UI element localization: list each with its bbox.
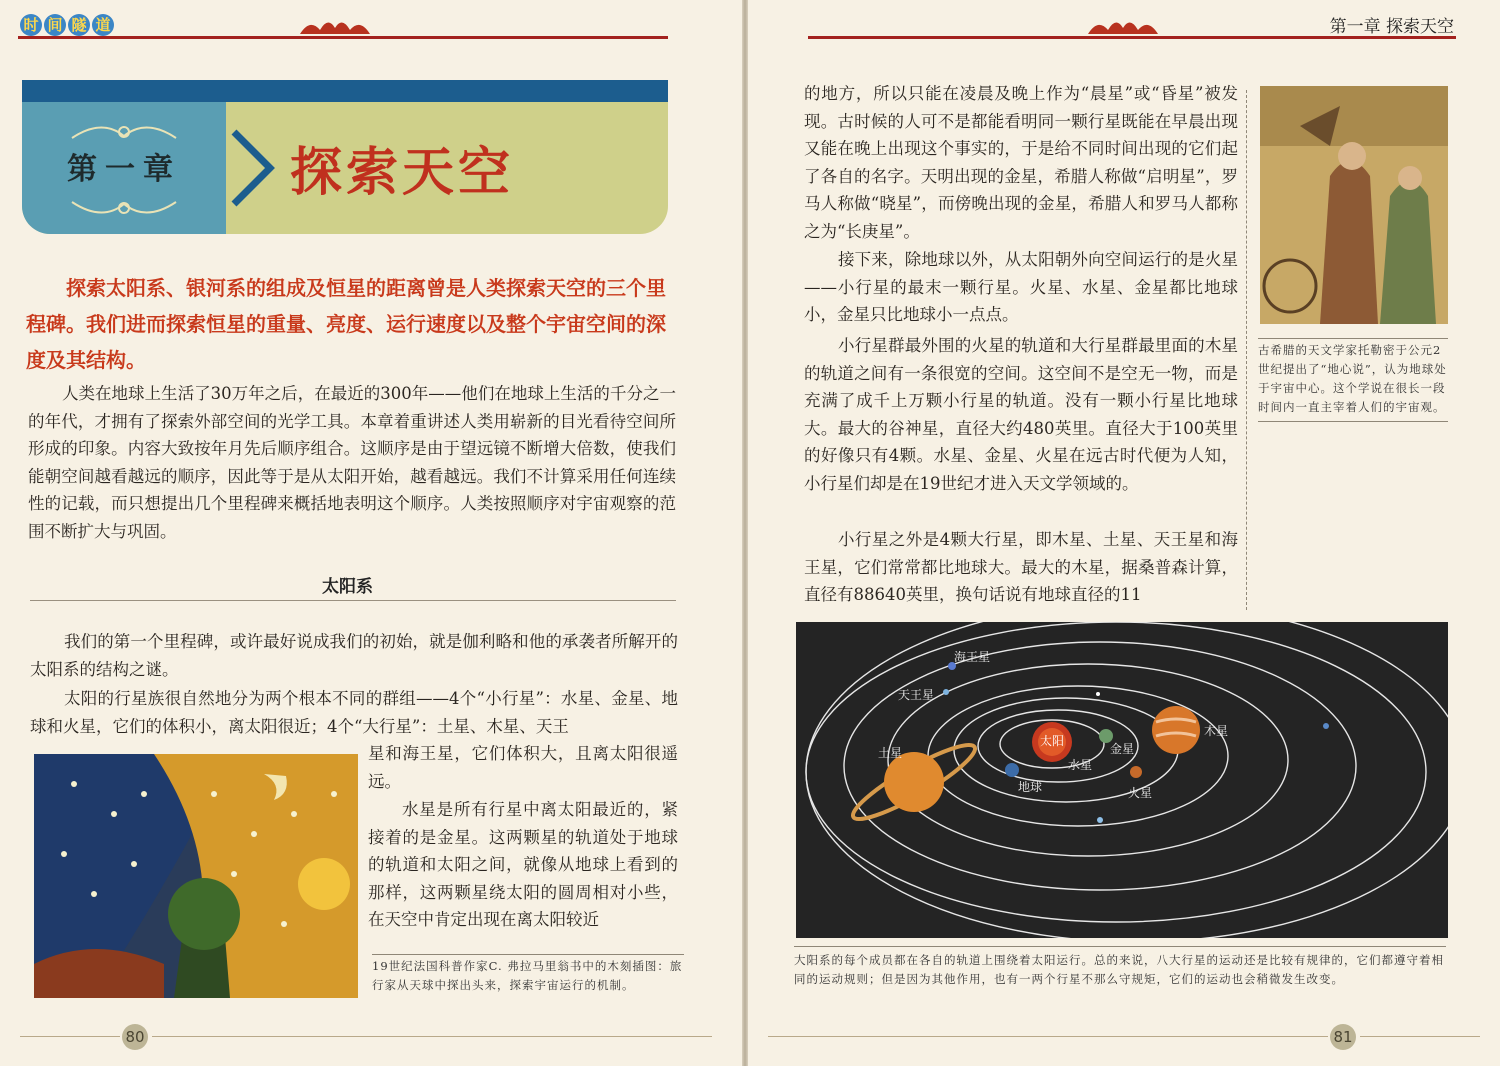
series-char: 时 [20, 14, 42, 36]
running-head: 第一章 探索天空 [1329, 17, 1454, 37]
paragraph-1: 我们的第一个里程碑，或许最好说成我们的初始，就是伽利略和他的承袭者所解开的太阳系的结构之谜。 [30, 632, 678, 679]
column-divider [1246, 90, 1247, 610]
header-ornament-icon [1088, 16, 1158, 34]
label-jupiter: 木星 [1204, 724, 1229, 738]
woodcut-caption: 19世纪法国科普作家C. 弗拉马里翁书中的木刻插图：旅行家从天球中探出头来，探索宇宙运行的机制。 [372, 954, 684, 995]
label-earth: 地球 [1018, 780, 1043, 794]
label-neptune: 海王星 [954, 650, 991, 664]
footer-rule [768, 1036, 1328, 1037]
chapter-lead: 探索太阳系、银河系的组成及恒星的距离曾是人类探索天空的三个里程碑。我们进而探索恒星的重量、亮度、运行速度以及整个宇宙空间的深度及其结构。 [26, 276, 666, 372]
chapter-number: 第一章 [67, 152, 181, 187]
solar-system-diagram [796, 622, 1448, 938]
label-mars: 火星 [1128, 786, 1153, 800]
left-page [0, 0, 742, 1066]
footer-rule [1360, 1036, 1480, 1037]
footer-rule [152, 1036, 712, 1037]
right-page [748, 0, 1500, 1066]
header-rule [18, 36, 668, 39]
orbit-lines [796, 622, 1448, 938]
header-ornament-icon [300, 16, 370, 34]
diagram-caption: 大阳系的每个成员都在各自的轨道上围绕着太阳运行。总的来说，八大行星的运动还是比较有规律的，它们都遵守着相同的运动规则；但是因为其他作用，也有一两个行星不那么守规矩，它们的运动也会稍微发生改变。 [794, 946, 1446, 989]
page-number: 81 [1330, 1024, 1356, 1050]
chapter-banner [22, 80, 668, 234]
series-char: 道 [92, 14, 114, 36]
ptolemy-caption: 古希腊的天文学家托勒密于公元2世纪提出了“地心说”，认为地球处于宇宙中心。这个学说在很长一段时间内一直主宰着人们的宇宙观。 [1258, 338, 1448, 422]
label-mercury: 水星 [1068, 758, 1093, 772]
chevron-right-icon [226, 102, 286, 234]
paragraph-r4: 小行星之外是4颗大行星，即木星、土星、天王星和海王星，它们常常都比地球大。最大的木星，据桑普森计算，直径有88640英里，换句话说有地球直径的11 [804, 530, 1238, 604]
section-rule [30, 600, 676, 601]
section-title: 太阳系 [322, 577, 373, 597]
footer-rule [20, 1036, 120, 1037]
label-venus: 金星 [1110, 742, 1135, 756]
page-number: 80 [122, 1024, 148, 1050]
paragraph-2: 太阳的行星族很自然地分为两个根本不同的群组——4个“小行星”：水星、金星、地球和火星，它们的体积小，离太阳很近；4个“大行星”：土星、木星、天王 [30, 689, 678, 736]
label-uranus: 天王星 [898, 688, 935, 702]
intro-paragraph: 人类在地球上生活了30万年之后，在最近的300年——他们在地球上生活的千分之一的年代，才拥有了探索外部空间的光学工具。本章着重讲述人类用崭新的目光看待空间所形成的印象。内容大致按年月先后顺序组合。这顺序是由于望远镜不断增大倍数，使我们能朝空间越看越远的顺序，因此等于是从太阳开始，越看越远。我们不计算采用任何连续性的记载，而只想提出几个里程碑来概括地表明这个顺序。人类按照顺序对宇宙观察的范围不断扩大与巩固。 [28, 384, 676, 541]
label-saturn: 土星 [878, 746, 903, 760]
paragraph-3: 水星是所有行星中离太阳最近的，紧接着的是金星。这两颗星的轨道处于地球的轨道和太阳之间，就像从地球上看到的那样，这两颗星绕太阳的圆周相对小些，在天空中肯定出现在离太阳较近 [368, 800, 678, 929]
series-title [20, 14, 114, 36]
series-char: 间 [44, 14, 66, 36]
chapter-title: 探索天空 [290, 142, 515, 203]
series-char: 隧 [68, 14, 90, 36]
label-sun: 太阳 [1040, 734, 1065, 748]
paragraph-r2: 接下来，除地球以外，从太阳朝外向空间运行的是火星——小行星的最末一颗行星。火星、水星、金星都比地球小，金星只比地球小一点点。 [804, 250, 1238, 324]
paragraph-r3: 小行星群最外围的火星的轨道和大行星群最里面的木星的轨道之间有一条很宽的空间。这空间不是空无一物，而是充满了成千上万颗小行星的轨道。没有一颗小行星比地球大。最大的谷神星，直径大约480英里。直径大于100英里的好像只有4颗。水星、金星、火星在远古时代便为人知，小行星们却是在19世纪才进入天文学领域的。 [804, 336, 1238, 493]
paragraph-r1: 的地方，所以只能在凌晨及晚上作为“晨星”或“昏星”被发现。古时候的人可不是都能看明同一颗行星既能在早晨出现又能在晚上出现这个事实的，于是给不同时间出现的它们起了各自的名字。天明出现的金星，希腊人称做“启明星”，罗马人称做“晓星”，而傍晚出现的金星，希腊人和罗马人都称之为“长庚星”。 [804, 84, 1238, 241]
paragraph-2-continued: 星和海王星，它们体积大，且离太阳很遥远。 [368, 744, 678, 791]
woodcut-illustration [34, 754, 358, 998]
ptolemy-illustration [1260, 86, 1448, 324]
